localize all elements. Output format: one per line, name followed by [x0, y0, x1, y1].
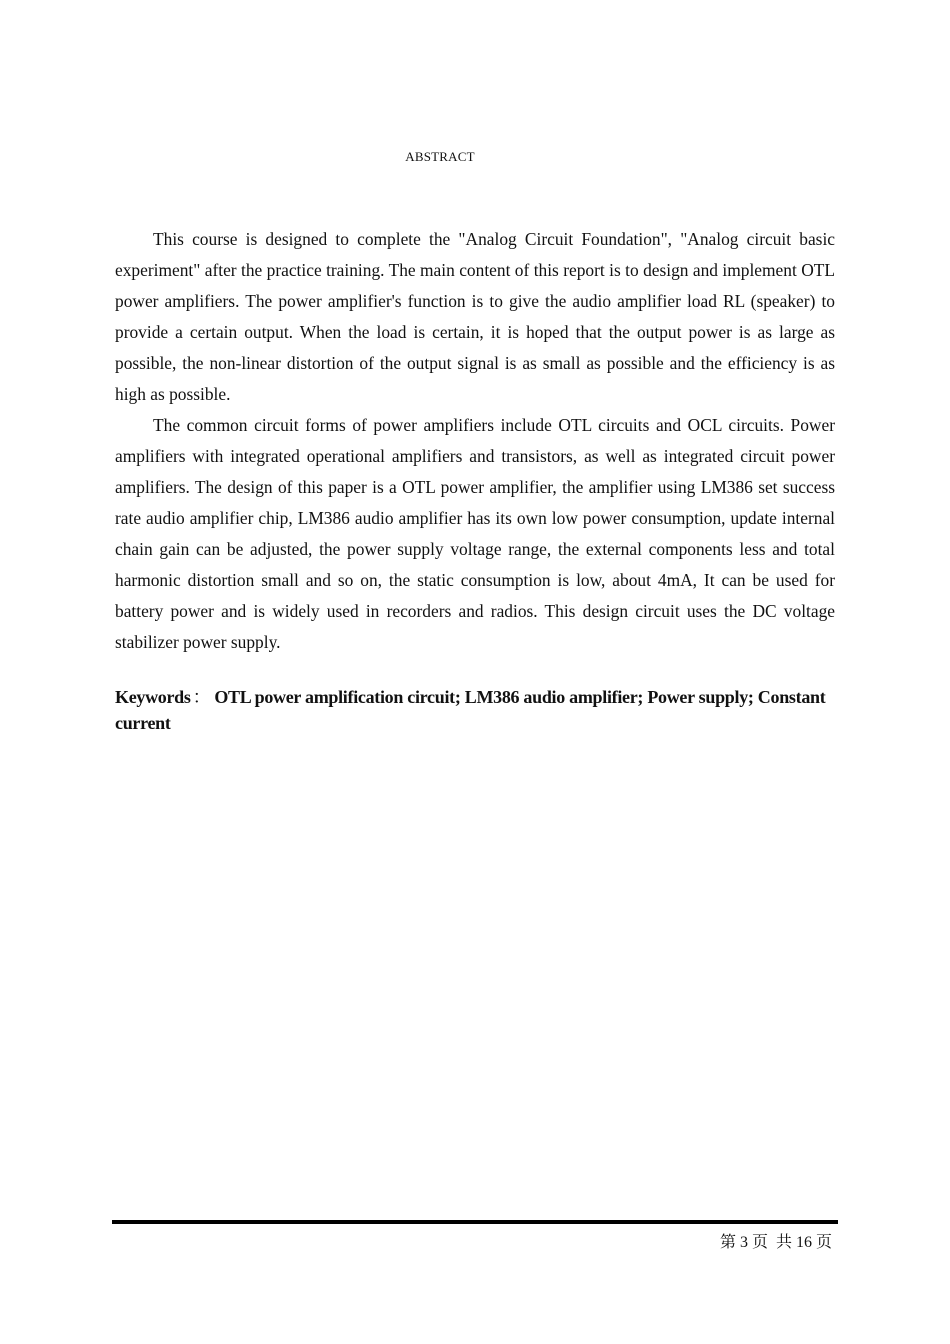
keywords-text: OTL power amplification circuit; LM386 audio amplifier; Power supply; Constant current	[115, 687, 826, 733]
keywords-separator: ：	[192, 687, 211, 707]
keywords-block	[115, 684, 835, 736]
footer-divider	[112, 1220, 838, 1224]
page-total: 共 16 页	[775, 1234, 832, 1251]
abstract-heading: ABSTRACT	[405, 149, 475, 164]
abstract-paragraph-2: The common circuit forms of power amplifiers include OTL circuits and OCL circuits. Power amplifiers with integrated operational amplifiers and transistors, as well as integrated circuit power amplifiers. The design of this paper is a OTL power amplifier, the amplifier using LM386 set success rate audio amplifier chip, LM386 audio amplifier has its own low power consumption, update internal chain gain can be adjusted, the power supply voltage range, the external components less and total harmonic distortion small and so on, the static consumption is low, about 4mA, It can be used for battery power and is widely used in recorders and radios. This design circuit uses the DC voltage stabilizer power supply.	[115, 415, 835, 652]
abstract-paragraph-1: This course is designed to complete the "Analog Circuit Foundation", "Analog circuit basic experiment" after the practice training. The main content of this report is to design and implement OTL power amplifiers. The power amplifier's function is to give the audio amplifier load RL (speaker) to provide a certain output. When the load is certain, it is hoped that the output power is as large as possible, the non-linear distortion of the output signal is as small as possible and the efficiency is as high as possible.	[115, 229, 835, 404]
keywords-label: Keywords	[115, 687, 191, 707]
page-current: 第 3 页	[719, 1234, 768, 1251]
abstract-body	[115, 224, 835, 658]
page-number	[600, 1229, 832, 1252]
